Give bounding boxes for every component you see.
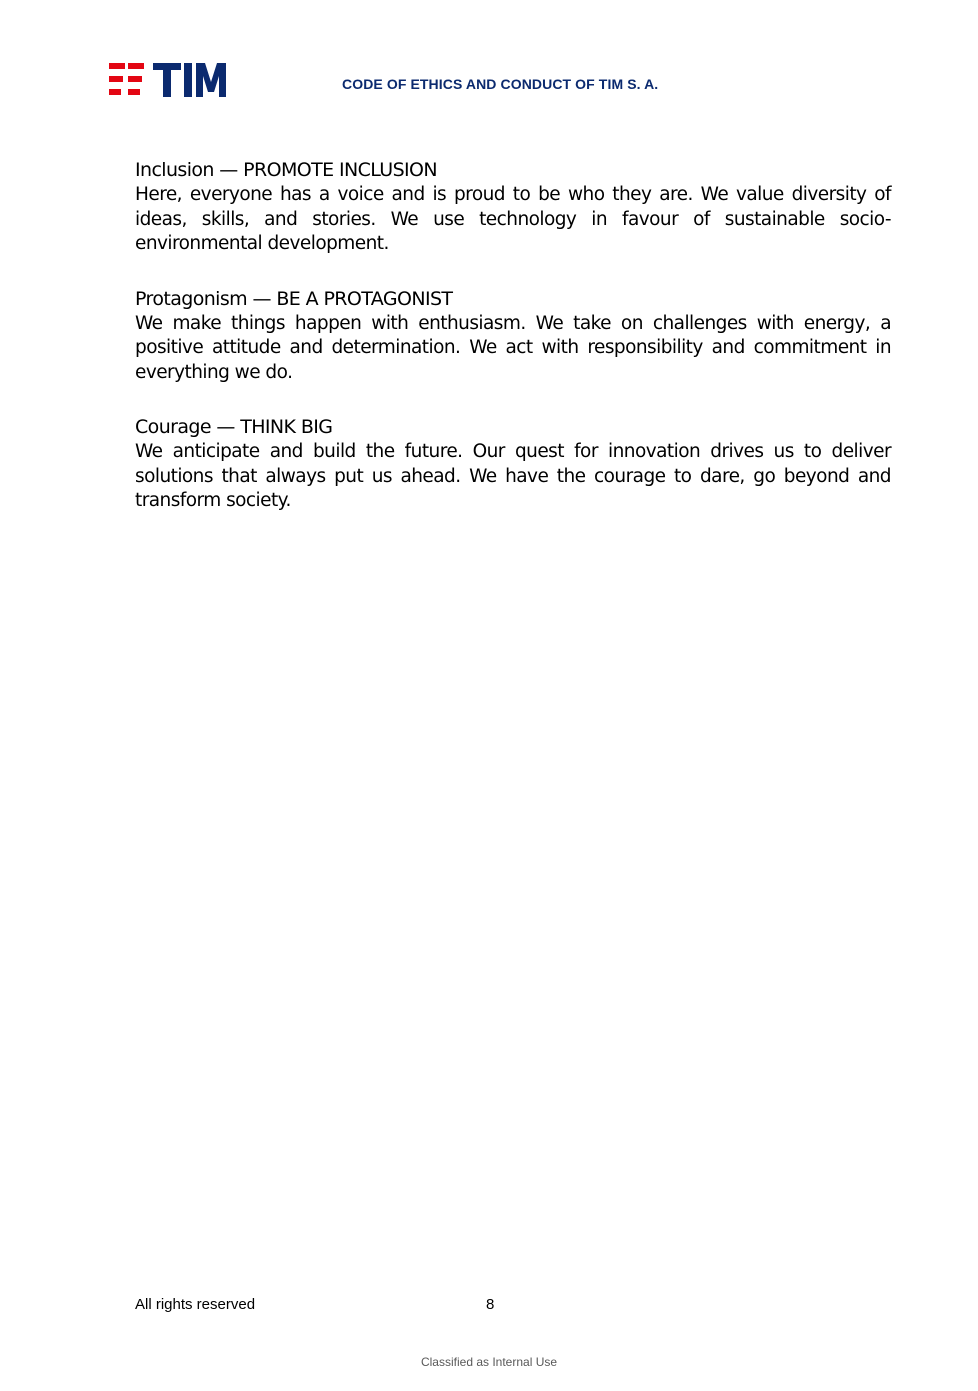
section-heading: Protagonism — BE A PROTAGONIST (135, 287, 453, 310)
document-title: CODE OF ETHICS AND CONDUCT OF TIM S. A. (342, 76, 659, 92)
section-body: We anticipate and build the future. Our quest for innovation drives us to deliver solutions that always put us ahead. We have the courage to dare, go beyond and transform society. (135, 441, 891, 511)
section-body: We make things happen with enthusiasm. We take on challenges with energy, a positive attitude and determination. We act with responsibility and commitment in everything we do. (135, 312, 891, 383)
section-courage (135, 414, 891, 514)
section-body: Here, everyone has a voice and is proud to be who they are. We value diversity of ideas, skills, and stories. We use technology in favour of sustainable socio-environmental development. (135, 184, 891, 254)
page-number: 8 (486, 1296, 495, 1313)
document-body (135, 157, 891, 543)
section-inclusion (135, 157, 891, 257)
section-heading: Inclusion — PROMOTE INCLUSION (135, 159, 438, 181)
tim-logo (109, 62, 227, 98)
section-protagonism (135, 286, 891, 386)
section-heading: Courage — THINK BIG (135, 416, 333, 438)
tim-logo-icon (109, 62, 227, 98)
footer-rights: All rights reserved (135, 1296, 256, 1313)
classification-label: Classified as Internal Use (420, 1355, 558, 1369)
